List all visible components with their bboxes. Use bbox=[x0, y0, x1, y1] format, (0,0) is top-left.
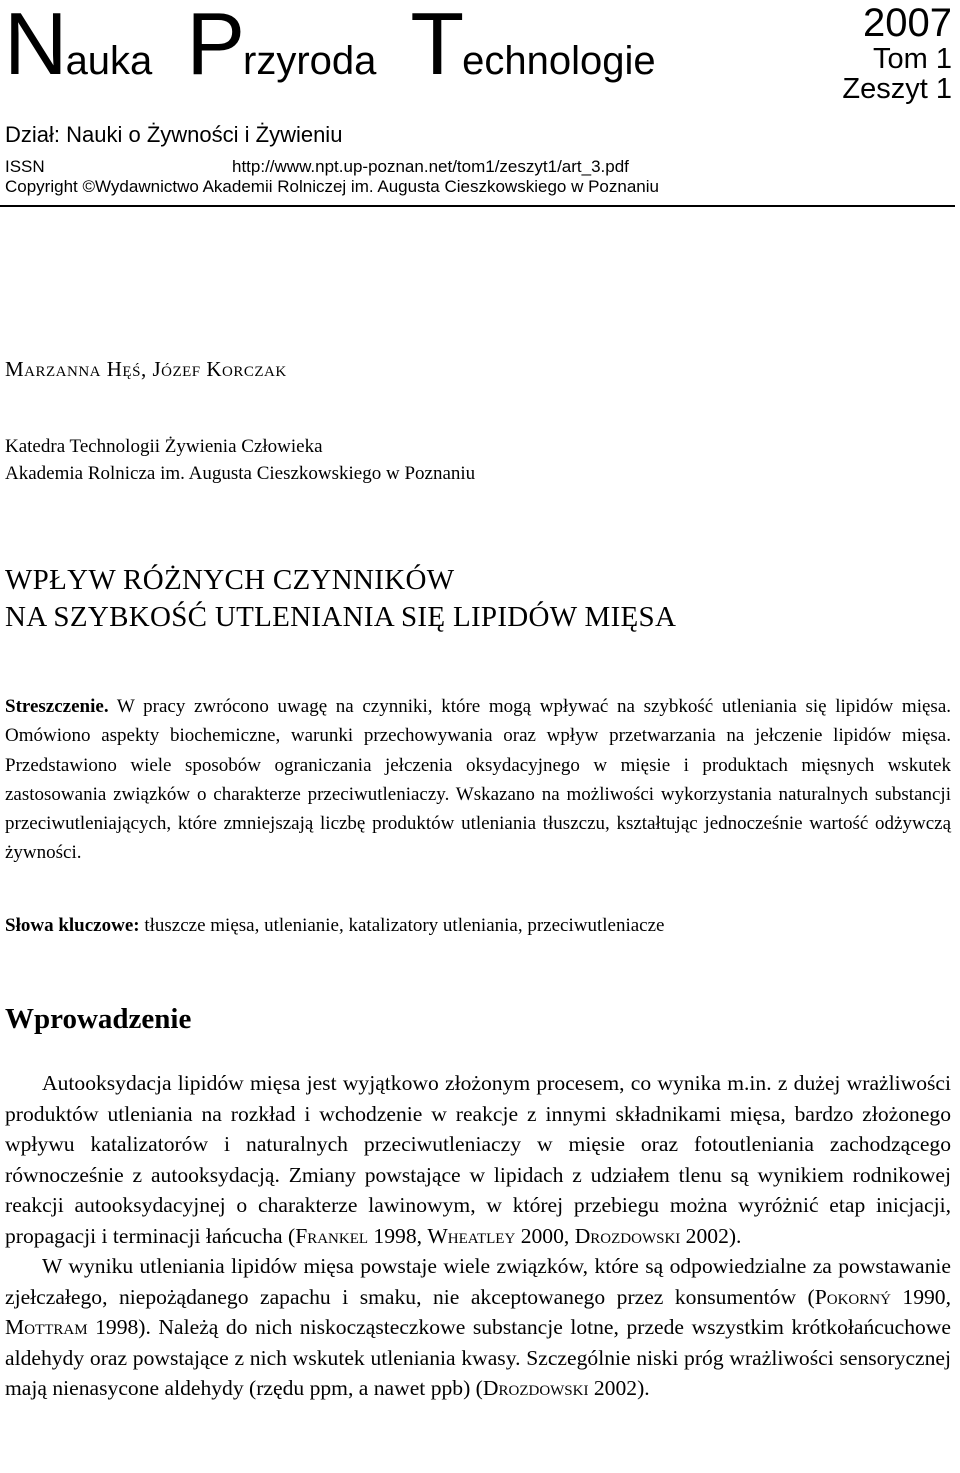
header-divider bbox=[0, 205, 955, 207]
section-heading: Wprowadzenie bbox=[5, 1003, 192, 1035]
article-title bbox=[5, 562, 676, 636]
keywords-text: tłuszcze mięsa, utlenianie, katalizatory utleniania, przeciwutleniacze bbox=[139, 915, 665, 936]
issue-info bbox=[842, 2, 952, 105]
abstract bbox=[5, 692, 951, 868]
volume: Tom 1 bbox=[873, 43, 952, 75]
intro-paragraph-1: Autooksydacja lipidów mięsa jest wyjątkowo złożonym procesem, co wynika m.in. z dużej wrażliwości produktów utleniania na rozkład i wchodzenie w reakcje z innymi składnikami mięsa, bardzo złożonego wpływu katalizatorów i naturalnych przeciwutleniaczy w mięsie oraz fotoutleniania zachodzącego równocześnie z autooksydacją. Zmiany powstające w lipidach z udziałem tlenu są wynikiem rodnikowej reakcji autooksydacyjnej o charakterze lawinowym, w której przebiegu można wyróżnić etap inicjacji, propagacji i terminacji łańcucha (Frankel 1998, Wheatley 2000, Drozdowski 2002). bbox=[5, 1071, 951, 1248]
journal-word-przyroda: Przyroda bbox=[186, 0, 377, 93]
year: 2007 bbox=[863, 1, 952, 45]
abstract-text: W pracy zwrócono uwagę na czynniki, które mogą wpływać na szybkość utleniania się lipidów mięsa. Omówiono aspekty biochemiczne, warunki przechowywania oraz wpływ przetwarzania na jełczenie lipidów mięsa. Przedstawiono wiele sposobów ograniczania jełczenia oksydacyjnego w mięsie i produktach mięsnych wskutek zastosowania związków o charakterze przeciwutleniaczy. Wskazano na możliwości wykorzystania naturalnych substancji przeciwutleniających, które zmniejszają liczbę produktów utleniania tłuszczu, kształtując jednocześnie wartość odżywczą żywności. bbox=[5, 696, 951, 864]
affiliation bbox=[5, 433, 475, 487]
author-1-last: Hęś bbox=[106, 357, 141, 381]
section-label: Dział: Nauki o Żywności i Żywieniu bbox=[5, 122, 343, 147]
abstract-label: Streszczenie. bbox=[5, 696, 109, 717]
journal-word-nauka: Nauka bbox=[4, 0, 153, 93]
intro-paragraph-2: W wyniku utleniania lipidów mięsa powstaje wiele związków, które są odpowiedzialne za powstawanie zjełczałego, niepożądanego zapachu i smaku, nie akceptowanego przez konsumentów (Pokorný 1990, Mottram 1998). Należą do nich niskocząsteczkowe substancje lotne, przede wszystkim krótkołańcuchowe aldehydy oraz powstające z nich wskutek utleniania kwasy. Szczególnie niski próg wrażliwości sensorycznej mają nienasycone aldehydy (rzędu ppm, a nawet ppb) (Drozdowski 2002). bbox=[5, 1254, 952, 1400]
copyright-prefix: Copyright bbox=[5, 177, 78, 196]
ref-author: Wheatley bbox=[427, 1223, 516, 1248]
title-line-2: NA SZYBKOŚĆ UTLENIANIA SIĘ LIPIDÓW MIĘSA bbox=[5, 601, 677, 633]
ref-author: Drozdowski bbox=[482, 1376, 589, 1400]
journal-title bbox=[4, 0, 690, 93]
copyright-line bbox=[5, 177, 659, 197]
article-url[interactable]: http://www.npt.up-poznan.net/tom1/zeszyt1/art_3.pdf bbox=[232, 157, 629, 176]
journal-word-technologie: Technologie bbox=[410, 0, 656, 93]
issue: Zeszyt 1 bbox=[842, 73, 952, 106]
keywords bbox=[5, 911, 951, 940]
ref-author: Drozdowski bbox=[574, 1223, 681, 1248]
affiliation-department: Katedra Technologii Żywienia Człowieka bbox=[5, 436, 323, 457]
keywords-label: Słowa kluczowe: bbox=[5, 915, 140, 936]
author-2-first: Józef bbox=[152, 357, 201, 381]
author-2-last: Korczak bbox=[206, 357, 287, 381]
issn-label: ISSN bbox=[5, 157, 45, 176]
ref-author: Pokorný bbox=[814, 1284, 891, 1309]
ref-author: Frankel bbox=[295, 1223, 369, 1248]
intro-body bbox=[5, 1068, 951, 1404]
authors bbox=[5, 357, 287, 382]
affiliation-university: Akademia Rolnicza im. Augusta Cieszkowskiego w Poznaniu bbox=[5, 463, 476, 484]
copyright-text: Wydawnictwo Akademii Rolniczej im. Augusta Cieszkowskiego w Poznaniu bbox=[95, 177, 659, 196]
ref-author: Mottram bbox=[5, 1315, 88, 1339]
author-separator: , bbox=[140, 357, 153, 381]
copyright-icon: © bbox=[82, 177, 96, 196]
author-1-first: Marzanna bbox=[5, 357, 102, 381]
title-line-1: WPŁYW RÓŻNYCH CZYNNIKÓW bbox=[5, 564, 455, 596]
